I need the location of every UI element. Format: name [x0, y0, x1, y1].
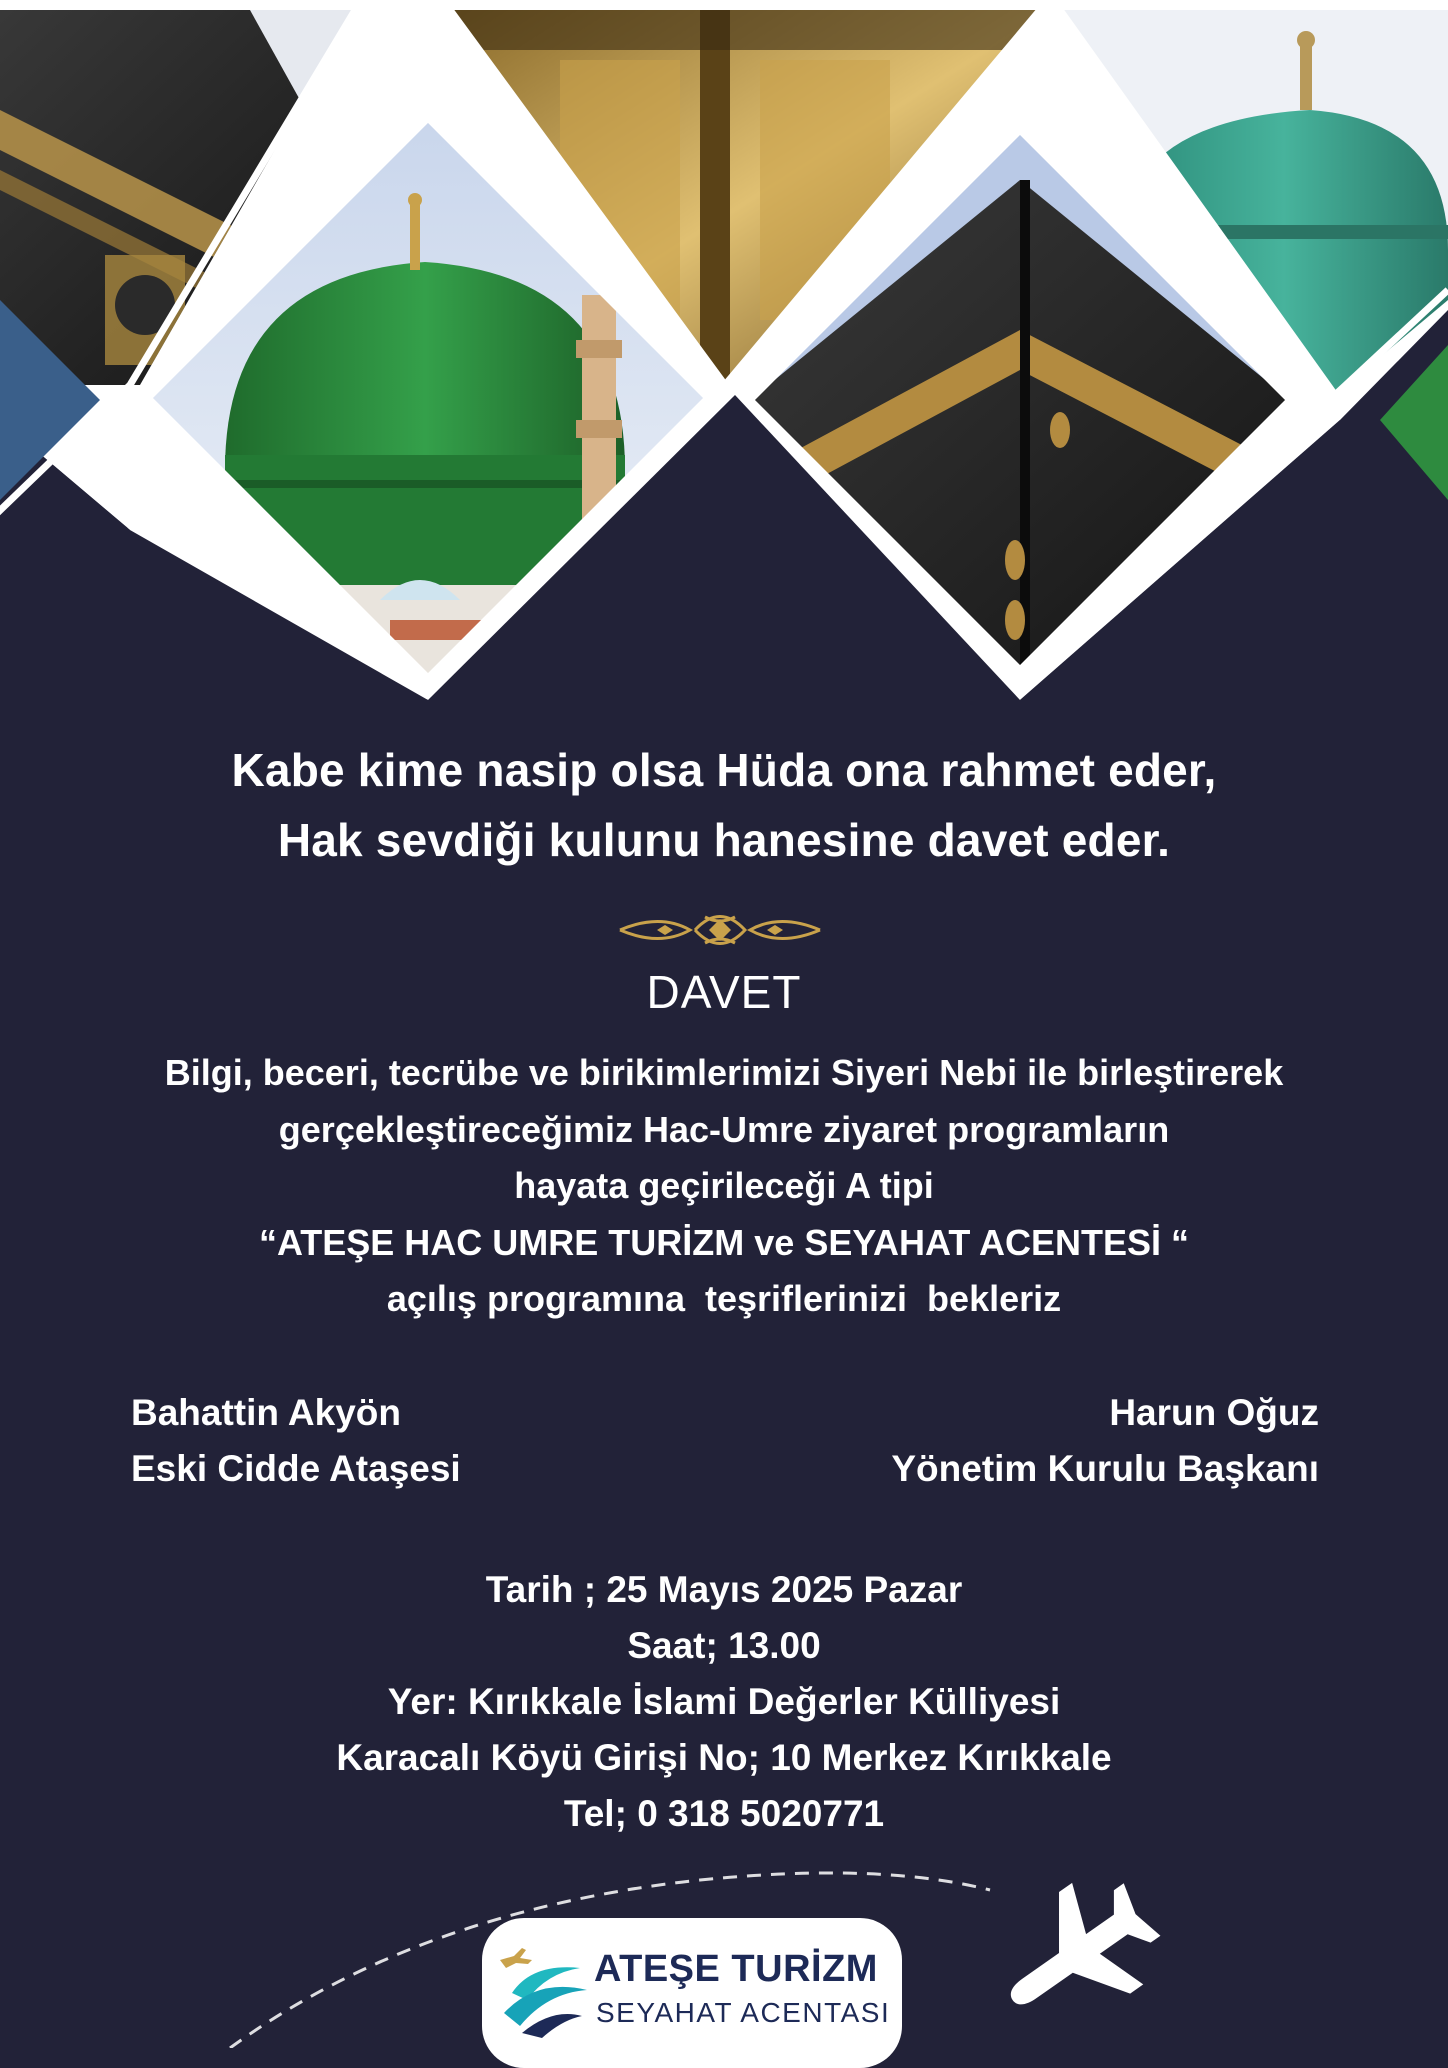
quote-line-2: Hak sevdiği kulunu hanesine davet eder. — [277, 814, 1171, 866]
event-time: Saat; 13.00 — [627, 1625, 821, 1666]
quote-block — [0, 735, 1448, 875]
photo-collage — [0, 0, 1448, 700]
logo-name: ATEŞE TURİZM — [594, 1948, 878, 1990]
signature-left — [131, 1385, 461, 1497]
event-phone: Tel; 0 318 5020771 — [563, 1793, 885, 1834]
signature-left-title: Eski Cidde Ataşesi — [131, 1448, 461, 1489]
event-details — [0, 1562, 1448, 1842]
signature-right — [891, 1385, 1319, 1497]
company-logo — [482, 1918, 902, 2068]
invitation-line: “ATEŞE HAC UMRE TURİZM ve SEYAHAT ACENTESİ “ — [258, 1221, 1190, 1263]
event-date: Tarih ; 25 Mayıs 2025 Pazar — [485, 1569, 963, 1610]
event-place: Yer: Kırıkkale İslami Değerler Külliyesi — [387, 1681, 1061, 1722]
globe-swoosh-icon — [492, 1938, 592, 2043]
signature-right-name: Harun Oğuz — [1109, 1392, 1319, 1433]
ornamental-divider-icon — [215, 905, 1225, 955]
logo-subtitle: SEYAHAT ACENTASI — [596, 1997, 891, 2028]
event-address: Karacalı Köyü Girişi No; 10 Merkez Kırıkkale — [336, 1737, 1112, 1778]
invitation-line: açılış programına teşriflerinizi bekleriz — [386, 1278, 1062, 1319]
invitation-text — [0, 1045, 1448, 1328]
signature-right-title: Yönetim Kurulu Başkanı — [891, 1448, 1319, 1489]
signature-left-name: Bahattin Akyön — [131, 1392, 401, 1433]
invitation-title: DAVET — [646, 966, 802, 1018]
invitation-line: gerçekleştireceğimiz Hac-Umre ziyaret programların — [278, 1108, 1170, 1150]
quote-line-1: Kabe kime nasip olsa Hüda ona rahmet eder, — [231, 744, 1217, 796]
invitation-line: hayata geçirileceği A tipi — [514, 1165, 934, 1206]
invitation-line: Bilgi, beceri, tecrübe ve birikimlerimizi Siyeri Nebi ile birleştirerek — [164, 1052, 1284, 1093]
airplane-icon — [977, 1859, 1178, 2048]
